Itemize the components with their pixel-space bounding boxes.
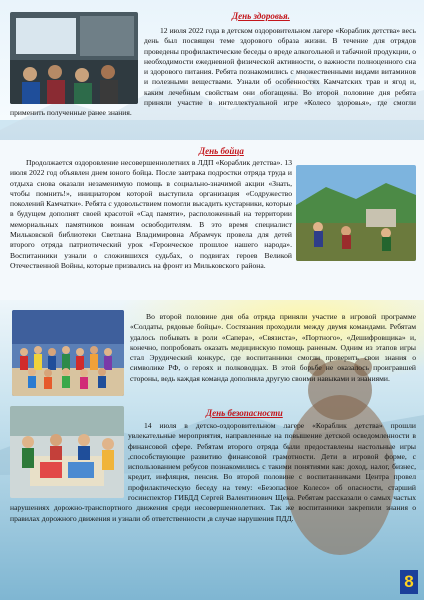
fighter-day-text: Продолжается оздоровление несовершеннолетних в ЛДП «Кораблик детства». 13 июля 2022 год объявлен днем юного бойца. После завтрака подростки отряда труда и отдыха снова оказали незаменимую помощь в социально-значимой акции «Знать, чтобы помнить!», инициатором которой выступила организация «Содружество поколений Камчатки». Ребята с удовольствием помогли высадить кустарники, которые в будущем дополнят своей красотой «Сад памяти», расположенный на территории мемориальных памятников воинам освободителям. В это время специалист Мильковской библиотеки Светлана Владимировна Абрамчук провела для детей второго отряда патриотический урок «Героическое прошлое нашего народа». Воспитанники узнали о сложившихся судьбах, о подвигах героев Великой Отечественной Войны, которые призвались на фронт из Мильковского района. (10, 158, 292, 270)
safety-day-text: 14 июля в детско-оздоровительном лагере «Кораблик детства» прошли увлекательные мероприятия, направленные на повышение детской осведомленности в финансовой сфере. Ребятам второго отряда были предоставлены настольные игры ,способствующие развитию финансовой грамотности. Дети в игровой форме, с использованием ребусов познакомились с такими понятиями как: доход, налог, бизнес, кредит, инфляция, пенсия. Во второй половине с воспитанниками Центра провел профилактическую беседу на тему: «Безопасное Колесо» об опасности, старший госинспектор ГИБДД Сергей Валентинович Щека. Ребятам рассказали о самых частых нарушениях дорожно-транспортного движения среди несовершеннолетних. Так же воспитанники закрепили знания о правилах дорожного движения и узнали об ответственности ,в случае нарушения ПДД. (10, 421, 416, 523)
gardening-photo (296, 165, 416, 261)
group-photo (12, 310, 124, 396)
photo-wrap-spacer (10, 26, 144, 106)
safety-day-title: День безопасности (206, 408, 283, 418)
health-day-text: 12 июля 2022 года в детском оздоровительном лагере «Кораблик детства» весь день был посвящен теме здорового образа жизни. В течение для отрядов проведены профилактические беседы о вреде алкогольной и табачной продукции, о необходимости ежедневной физической активности, о важности полноценного сна и здорового питания. Ребята познакомились с множественными видами витаминов и полезными веществами. Узнали об особенностях Камчатских трав и ягод и, каким лечебным свойствам они обогащены. Во второй половине дня ребята приняли участие в интеллектуальной игре «Колесо здоровья», где смогли применить полученные ранее знания. (10, 26, 416, 118)
photo-wrap-spacer (10, 421, 128, 501)
fighter-day-game-text: Во второй половине дня оба отряда приняли участие в игровой программе «Солдаты, рядовые бойцы». Состязания проходили между двумя командами. Ребятам удалось побывать в роли «Сапера», «Связиста», «Портного», «Дешифровщика» и, конечно, попробовать оказать медицинскую помощь раненым. Одним из этапов игры стал Эрудический конкурс, где воспитанники смогли проверить свои знания о символике РФ, о героях и полководцах. В этой борьбе не оказалось проигравшей стороны, ведь каждая команда дополняла другую своими навыками и знаниями. (130, 312, 416, 383)
health-day-title: День здоровья. (232, 11, 290, 21)
fighter-day-title: День бойца (199, 146, 244, 156)
page-number-badge: 8 (400, 570, 418, 594)
